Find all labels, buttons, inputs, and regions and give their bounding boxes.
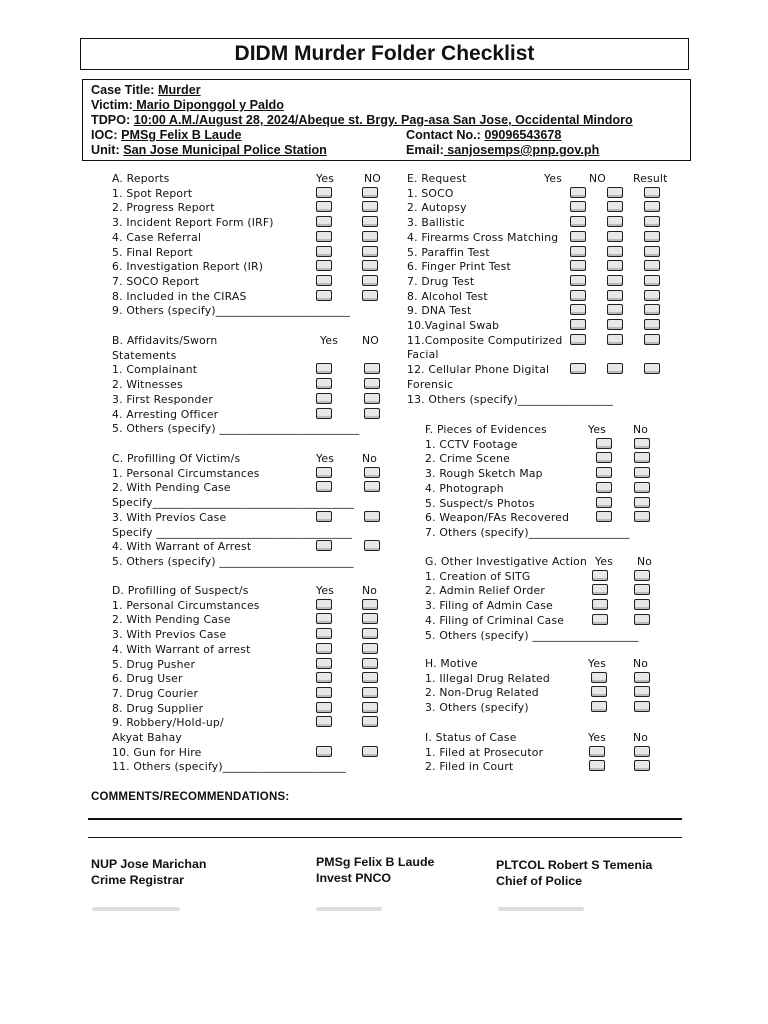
contact-row xyxy=(406,128,561,143)
checkbox-no[interactable] xyxy=(634,599,650,610)
checkbox-yes[interactable] xyxy=(592,584,608,595)
column-header-result: Result xyxy=(633,172,668,185)
checkbox-yes[interactable] xyxy=(316,746,332,757)
checkbox-yes[interactable] xyxy=(316,702,332,713)
faint-signature-line xyxy=(498,907,584,911)
checkbox-no[interactable] xyxy=(607,334,623,345)
checklist-item: 6. Finger Print Test xyxy=(407,260,511,274)
checkbox-result[interactable] xyxy=(644,246,660,257)
checkbox-no[interactable] xyxy=(362,260,378,271)
column-header-no: NO xyxy=(364,172,381,185)
victim-value: Mario Diponggol y Paldo xyxy=(132,98,284,112)
checkbox-yes[interactable] xyxy=(570,334,586,345)
checkbox-yes[interactable] xyxy=(570,363,586,374)
checkbox-no[interactable] xyxy=(364,363,380,374)
signatory-role: Invest PNCO xyxy=(316,871,392,885)
checkbox-no[interactable] xyxy=(362,599,378,610)
checkbox-yes[interactable] xyxy=(570,201,586,212)
column-header-yes: Yes xyxy=(588,731,607,744)
section-c-header: C. Profilling Of Victim/s xyxy=(112,452,241,465)
checkbox-no[interactable] xyxy=(362,702,378,713)
checklist-item: 3. Filing of Admin Case xyxy=(425,599,553,613)
column-header-yes: Yes xyxy=(544,172,563,185)
checklist-item: 6. Drug User xyxy=(112,672,183,686)
section-h-header: H. Motive xyxy=(425,657,478,670)
checklist-item: 2. Filed in Court xyxy=(425,760,514,774)
checkbox-yes[interactable] xyxy=(316,716,332,727)
checklist-item: 12. Cellular Phone Digital xyxy=(407,363,550,377)
checkbox-yes[interactable] xyxy=(592,599,608,610)
checkbox-no[interactable] xyxy=(362,187,378,198)
ioc-row xyxy=(91,128,241,143)
victim-label: Victim: xyxy=(91,98,133,112)
checkbox-result[interactable] xyxy=(644,334,660,345)
checkbox-no[interactable] xyxy=(634,746,650,757)
checkbox-result[interactable] xyxy=(644,290,660,301)
column-header-yes: Yes xyxy=(316,584,335,597)
column-header-yes: Yes xyxy=(588,657,607,670)
checklist-item: 4. Filing of Criminal Case xyxy=(425,613,565,627)
checkbox-yes[interactable] xyxy=(570,246,586,257)
checkbox-no[interactable] xyxy=(607,290,623,301)
contact-value: 09096543678 xyxy=(484,128,562,142)
checkbox-no[interactable] xyxy=(607,231,623,242)
checklist-item: 13. Others (specify)_________________ xyxy=(407,392,613,406)
checkbox-no[interactable] xyxy=(362,290,378,301)
checklist-item: 3. With Previos Case xyxy=(112,628,227,642)
checklist-item: 9. Robbery/Hold-up/ xyxy=(112,716,224,730)
checklist-item: 5. Paraffin Test xyxy=(407,245,490,259)
checkbox-yes[interactable] xyxy=(316,613,332,624)
checkbox-no[interactable] xyxy=(607,187,623,198)
checkbox-yes[interactable] xyxy=(570,290,586,301)
column-header-no: No xyxy=(637,555,653,568)
section-b-header-line2: Statements xyxy=(112,348,177,362)
checkbox-yes[interactable] xyxy=(591,672,607,683)
checkbox-yes[interactable] xyxy=(316,628,332,639)
checkbox-no[interactable] xyxy=(607,201,623,212)
checkbox-no[interactable] xyxy=(634,686,650,697)
checkbox-yes[interactable] xyxy=(592,614,608,625)
checkbox-no[interactable] xyxy=(607,260,623,271)
checkbox-result[interactable] xyxy=(644,363,660,374)
unit-row xyxy=(91,143,327,158)
checkbox-result[interactable] xyxy=(644,275,660,286)
checklist-item: 11.Composite Computirized xyxy=(407,333,563,347)
checkbox-yes[interactable] xyxy=(596,497,612,508)
checklist-item: 3. With Previos Case xyxy=(112,510,227,524)
checkbox-result[interactable] xyxy=(644,231,660,242)
page-title: DIDM Murder Folder Checklist xyxy=(234,42,535,65)
checkbox-no[interactable] xyxy=(364,408,380,419)
checkbox-no[interactable] xyxy=(634,467,650,478)
checkbox-no[interactable] xyxy=(364,393,380,404)
checklist-item: 2. Non-Drug Related xyxy=(425,686,539,700)
checkbox-yes[interactable] xyxy=(316,201,332,212)
section-f-header: F. Pieces of Evidences xyxy=(425,423,547,436)
checkbox-yes[interactable] xyxy=(316,231,332,242)
checklist-item: 8. Drug Supplier xyxy=(112,701,204,715)
tdpo-row xyxy=(91,113,633,128)
checkbox-yes[interactable] xyxy=(316,511,332,522)
checklist-item: 4. Firearms Cross Matching xyxy=(407,230,559,244)
checkbox-no[interactable] xyxy=(607,216,623,227)
checkbox-yes[interactable] xyxy=(589,746,605,757)
checkbox-no[interactable] xyxy=(362,658,378,669)
column-header-no: No xyxy=(362,452,378,465)
signatory-role: Crime Registrar xyxy=(91,873,184,887)
checkbox-yes[interactable] xyxy=(316,393,332,404)
column-header-no: No xyxy=(362,584,378,597)
checkbox-no[interactable] xyxy=(362,672,378,683)
checkbox-yes[interactable] xyxy=(570,216,586,227)
checkbox-no[interactable] xyxy=(634,760,650,771)
checkbox-no[interactable] xyxy=(364,378,380,389)
checkbox-no[interactable] xyxy=(362,201,378,212)
checklist-item: Facial xyxy=(407,348,439,362)
signatory-investigator xyxy=(316,854,434,886)
checkbox-yes[interactable] xyxy=(316,216,332,227)
checkbox-no[interactable] xyxy=(607,246,623,257)
comments-label: COMMENTS/RECOMMENDATIONS: xyxy=(91,791,290,803)
checklist-item: 2. Crime Scene xyxy=(425,452,511,466)
checklist-item: 5. Others (specify) _________________________ xyxy=(112,422,360,436)
section-i-header: I. Status of Case xyxy=(425,731,517,744)
checkbox-yes[interactable] xyxy=(596,452,612,463)
checklist-item: 3. Rough Sketch Map xyxy=(425,467,543,481)
ioc-value: PMSg Felix B Laude xyxy=(121,128,242,142)
checkbox-yes[interactable] xyxy=(592,570,608,581)
checklist-item: Specify ___________________________________ xyxy=(112,525,353,539)
checkbox-no[interactable] xyxy=(634,511,650,522)
victim-row xyxy=(91,98,284,113)
faint-signature-line xyxy=(92,907,180,911)
checkbox-no[interactable] xyxy=(607,275,623,286)
unit-value: San Jose Municipal Police Station xyxy=(123,143,327,157)
signatory-role: Chief of Police xyxy=(496,874,583,888)
checkbox-yes[interactable] xyxy=(589,760,605,771)
signatory-name: PLTCOL Robert S Temenia xyxy=(496,858,653,872)
checkbox-yes[interactable] xyxy=(316,467,332,478)
column-header-yes: Yes xyxy=(588,423,607,436)
checkbox-no[interactable] xyxy=(634,584,650,595)
checklist-item: 10.Vaginal Swab xyxy=(407,319,500,332)
checkbox-no[interactable] xyxy=(634,672,650,683)
checkbox-yes[interactable] xyxy=(316,275,332,286)
email-label: Email: xyxy=(406,143,444,157)
checklist-item: 1. Illegal Drug Related xyxy=(425,671,550,685)
tdpo-value: 10:00 A.M./August 28, 2024/Abeque st. Brgy. Pag-asa San Jose, Occidental Mindoro xyxy=(133,113,633,127)
checklist-item: 8. Included in the CIRAS xyxy=(112,289,247,303)
checkbox-no[interactable] xyxy=(634,497,650,508)
checklist-item: 1. Spot Report xyxy=(112,186,193,200)
checklist-item: 1. Creation of SITG xyxy=(425,569,531,583)
checklist-item: 2. Admin Relief Order xyxy=(425,584,545,598)
column-header-no: No xyxy=(633,731,649,744)
checklist-item: 6. Investigation Report (IR) xyxy=(112,260,264,274)
column-header-no: No xyxy=(633,657,649,670)
checkbox-yes[interactable] xyxy=(316,687,332,698)
checklist-item: 10. Gun for Hire xyxy=(112,745,202,759)
signatory-registrar xyxy=(91,856,206,888)
column-header-yes: Yes xyxy=(595,555,614,568)
checkbox-yes[interactable] xyxy=(570,275,586,286)
checkbox-yes[interactable] xyxy=(570,304,586,315)
checkbox-result[interactable] xyxy=(644,201,660,212)
checkbox-yes[interactable] xyxy=(316,246,332,257)
case-title-value: Murder xyxy=(157,83,201,97)
checkbox-no[interactable] xyxy=(607,304,623,315)
title-box xyxy=(80,38,689,70)
ioc-label: IOC: xyxy=(91,128,118,142)
checklist-item: 1. Personal Circumstances xyxy=(112,598,260,612)
checklist-item: 5. Drug Pusher xyxy=(112,657,196,671)
checkbox-result[interactable] xyxy=(644,319,660,330)
checkbox-yes[interactable] xyxy=(591,701,607,712)
checklist-item: 1. Filed at Prosecutor xyxy=(425,745,544,759)
faint-signature-line xyxy=(316,907,382,911)
checkbox-yes[interactable] xyxy=(316,540,332,551)
checklist-item: Forensic xyxy=(407,377,454,391)
column-header-yes: Yes xyxy=(316,452,335,465)
comments-line-2 xyxy=(88,837,682,838)
checkbox-no[interactable] xyxy=(634,570,650,581)
checkbox-yes[interactable] xyxy=(316,481,332,492)
column-header-no: NO xyxy=(589,172,606,185)
checkbox-no[interactable] xyxy=(364,481,380,492)
checkbox-result[interactable] xyxy=(644,260,660,271)
checkbox-no[interactable] xyxy=(634,482,650,493)
checklist-item: 1. SOCO xyxy=(407,186,454,200)
section-b-header: B. Affidavits/Sworn xyxy=(112,334,218,347)
checkbox-no[interactable] xyxy=(634,614,650,625)
case-title-label: Case Title: xyxy=(91,83,155,97)
checklist-item: 4. With Warrant of Arrest xyxy=(112,540,252,554)
checkbox-yes[interactable] xyxy=(570,187,586,198)
signatory-chief xyxy=(496,857,652,889)
checkbox-yes[interactable] xyxy=(316,363,332,374)
column-header-no: No xyxy=(633,423,649,436)
unit-label: Unit: xyxy=(91,143,120,157)
checkbox-yes[interactable] xyxy=(596,467,612,478)
email-value: sanjosemps@pnp.gov.ph xyxy=(443,143,600,157)
checklist-item: 1. Personal Circumstances xyxy=(112,466,260,480)
checkbox-yes[interactable] xyxy=(316,290,332,301)
column-header-yes: Yes xyxy=(320,334,339,347)
checkbox-no[interactable] xyxy=(362,643,378,654)
checklist-item: 3. Others (specify) xyxy=(425,701,529,715)
checkbox-yes[interactable] xyxy=(570,231,586,242)
checkbox-no[interactable] xyxy=(634,438,650,449)
checkbox-no[interactable] xyxy=(364,511,380,522)
signatory-name: PMSg Felix B Laude xyxy=(316,855,435,869)
checklist-item: 2. Witnesses xyxy=(112,378,183,392)
checklist-item: 9. Others (specify)________________________ xyxy=(112,304,351,318)
section-d-header: D. Profilling of Suspect/s xyxy=(112,584,249,597)
checklist-item: 7. Drug Courier xyxy=(112,686,199,700)
checkbox-no[interactable] xyxy=(362,275,378,286)
checkbox-yes[interactable] xyxy=(316,187,332,198)
checklist-item: 5. Others (specify) ________________________ xyxy=(112,554,354,568)
column-header-yes: Yes xyxy=(316,172,335,185)
checklist-item: 4. With Warrant of arrest xyxy=(112,642,251,656)
checkbox-no[interactable] xyxy=(362,716,378,727)
case-title-row xyxy=(91,83,201,98)
tdpo-label: TDPO: xyxy=(91,113,131,127)
checkbox-yes[interactable] xyxy=(316,599,332,610)
checkbox-no[interactable] xyxy=(362,216,378,227)
section-a-header: A. Reports xyxy=(112,172,170,185)
signatory-name: NUP Jose Marichan xyxy=(91,857,207,871)
checklist-item: 2. With Pending Case xyxy=(112,613,231,627)
checkbox-no[interactable] xyxy=(634,701,650,712)
checkbox-yes[interactable] xyxy=(596,511,612,522)
checkbox-yes[interactable] xyxy=(570,260,586,271)
checklist-item: 7. Others (specify)__________________ xyxy=(425,525,630,539)
comments-line-1 xyxy=(88,818,682,820)
checklist-item: 8. Alcohol Test xyxy=(407,289,488,303)
checkbox-yes[interactable] xyxy=(316,672,332,683)
contact-label: Contact No.: xyxy=(406,128,481,142)
checkbox-yes[interactable] xyxy=(591,686,607,697)
checklist-item: 4. Photograph xyxy=(425,481,504,495)
checklist-item: 5. Final Report xyxy=(112,245,193,259)
checkbox-yes[interactable] xyxy=(316,643,332,654)
checkbox-result[interactable] xyxy=(644,216,660,227)
email-row xyxy=(406,143,599,158)
checkbox-no[interactable] xyxy=(362,231,378,242)
checkbox-no[interactable] xyxy=(364,467,380,478)
checkbox-no[interactable] xyxy=(364,540,380,551)
checklist-item: 2. Progress Report xyxy=(112,201,215,215)
checkbox-yes[interactable] xyxy=(316,408,332,419)
checkbox-no[interactable] xyxy=(362,613,378,624)
checklist-item: 2. With Pending Case xyxy=(112,481,231,495)
checklist-item: 7. Drug Test xyxy=(407,274,475,288)
column-header-no: NO xyxy=(362,334,379,347)
checklist-item: 11. Others (specify)______________________ xyxy=(112,760,346,774)
case-info-box xyxy=(82,79,691,161)
checkbox-no[interactable] xyxy=(362,746,378,757)
section-e-header: E. Request xyxy=(407,172,467,185)
checklist-item: 5. Suspect/s Photos xyxy=(425,496,535,510)
checkbox-yes[interactable] xyxy=(570,319,586,330)
checklist-item: 4. Arresting Officer xyxy=(112,407,219,421)
checkbox-yes[interactable] xyxy=(316,378,332,389)
checkbox-yes[interactable] xyxy=(316,260,332,271)
checklist-item: 5. Others (specify) ___________________ xyxy=(425,628,639,642)
checklist-item: 6. Weapon/FAs Recovered xyxy=(425,511,570,525)
section-g-header: G. Other Investigative Action xyxy=(425,555,588,568)
checklist-item: 1. CCTV Footage xyxy=(425,437,518,451)
checklist-item: 7. SOCO Report xyxy=(112,274,200,288)
checklist-item: 3. Incident Report Form (IRF) xyxy=(112,216,274,230)
checkbox-no[interactable] xyxy=(607,319,623,330)
checkbox-yes[interactable] xyxy=(596,438,612,449)
checkbox-yes[interactable] xyxy=(316,658,332,669)
checkbox-no[interactable] xyxy=(362,246,378,257)
checklist-item: 3. Ballistic xyxy=(407,216,465,230)
checkbox-result[interactable] xyxy=(644,304,660,315)
checklist-item: 4. Case Referral xyxy=(112,230,202,244)
checkbox-no[interactable] xyxy=(607,363,623,374)
checklist-item: 9. DNA Test xyxy=(407,304,472,318)
checkbox-no[interactable] xyxy=(362,687,378,698)
checkbox-yes[interactable] xyxy=(596,482,612,493)
checklist-item: 1. Complainant xyxy=(112,363,198,377)
checklist-item: 3. First Responder xyxy=(112,392,214,406)
checklist-item: Specify____________________________________ xyxy=(112,496,355,510)
checkbox-no[interactable] xyxy=(634,452,650,463)
checklist-item: Akyat Bahay xyxy=(112,731,182,744)
checklist-item: 2. Autopsy xyxy=(407,201,467,215)
checkbox-no[interactable] xyxy=(362,628,378,639)
checkbox-result[interactable] xyxy=(644,187,660,198)
